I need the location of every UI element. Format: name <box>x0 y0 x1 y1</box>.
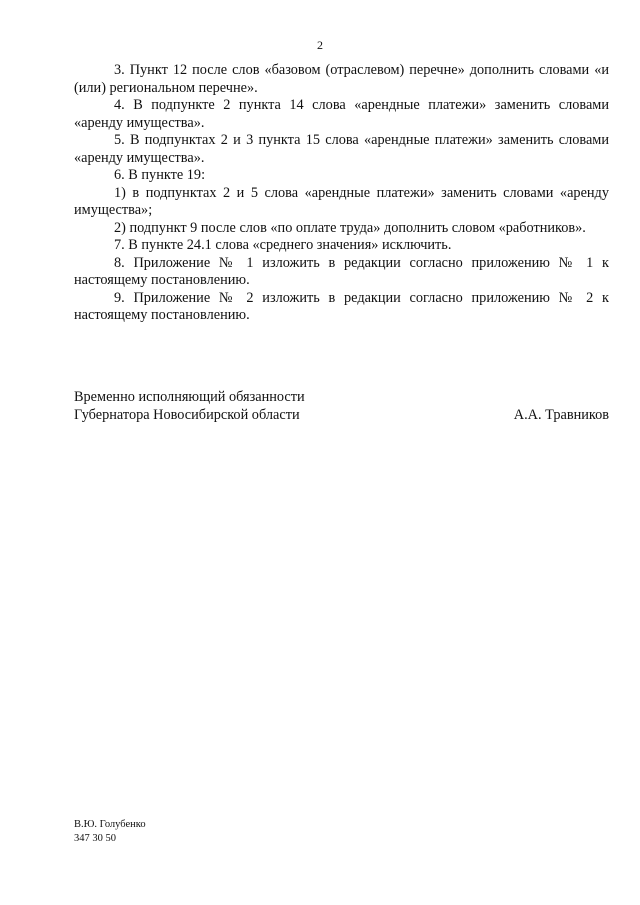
signatory-name: А.А. Травников <box>513 407 609 423</box>
signature-row <box>74 406 609 424</box>
paragraph-item-7: 7. В пункте 24.1 слова «среднего значения» исключить. <box>114 237 452 253</box>
paragraph-subitem-6-1: 1) в подпунктах 2 и 5 слова «арендные платежи» заменить словами «аренду имущества»; <box>74 184 609 218</box>
paragraph-item-9: 9. Приложение № 2 изложить в редакции согласно приложению № 2 к настоящему постановлению. <box>74 289 609 323</box>
paragraph-subitem-6-2: 2) подпункт 9 после слов «по оплате труда» дополнить словом «работников». <box>114 219 586 236</box>
paragraph-item-6: 6. В пункте 19: <box>114 167 206 183</box>
executor-name: В.Ю. Голубенко <box>74 819 146 830</box>
paragraph-item-5: 5. В подпунктах 2 и 3 пункта 15 слова «арендные платежи» заменить словами «аренду имущества». <box>74 132 609 166</box>
page-number: 2 <box>317 38 323 52</box>
paragraph-item-8: 8. Приложение № 1 изложить в редакции согласно приложению № 1 к настоящему постановлению. <box>74 254 609 288</box>
signature-block <box>74 388 609 424</box>
executor-block <box>74 818 146 845</box>
executor-phone: 347 30 50 <box>74 832 116 844</box>
paragraph-item-4: 4. В подпункте 2 пункта 14 слова «арендные платежи» заменить словами «аренду имущества». <box>74 97 609 131</box>
signatory-title-line2: Губернатора Новосибирской области <box>74 407 300 423</box>
paragraph-item-3: 3. Пункт 12 после слов «базовом (отраслевом) перечне» дополнить словами «и (или) региональном перечне». <box>74 62 609 96</box>
document-body <box>74 62 609 325</box>
signatory-title-line1: Временно исполняющий обязанности <box>74 389 305 405</box>
